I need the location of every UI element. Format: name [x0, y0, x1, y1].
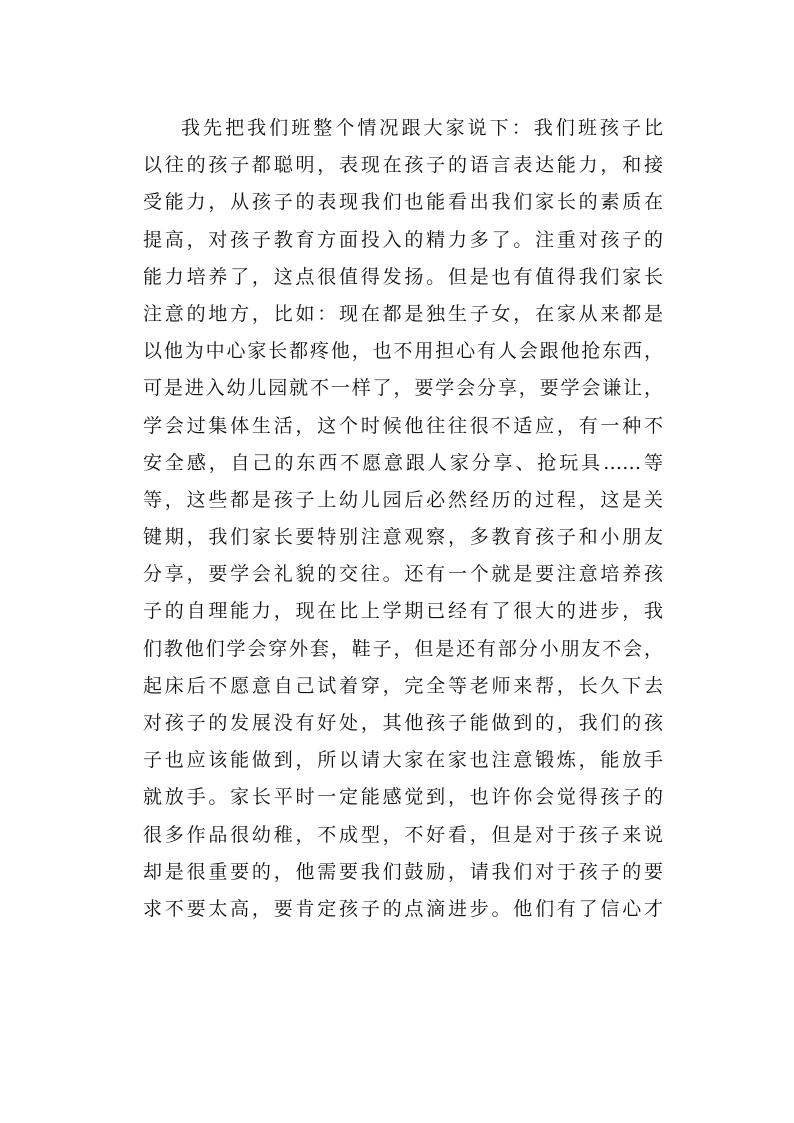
paragraph-line: 能力培养了，这点很值得发扬。但是也有值得我们家长 — [143, 265, 663, 288]
paragraph-line: 等，这些都是孩子上幼儿园后必然经历的过程，这是关 — [143, 488, 663, 511]
paragraph-line: 可是进入幼儿园就不一样了，要学会分享，要学会谦让， — [143, 377, 663, 400]
paragraph-line: 分享，要学会礼貌的交往。还有一个就是要注意培养孩 — [143, 563, 663, 586]
paragraph-line: 子的自理能力，现在比上学期已经有了很大的进步，我 — [143, 600, 663, 623]
paragraph-line: 起床后不愿意自己试着穿，完全等老师来帮，长久下去 — [143, 674, 663, 697]
paragraph — [143, 110, 663, 928]
paragraph-line: 对孩子的发展没有好处，其他孩子能做到的，我们的孩 — [143, 712, 663, 734]
paragraph-line: 求不要太高，要肯定孩子的点滴进步。他们有了信心才 — [143, 897, 663, 920]
paragraph-line: 以往的孩子都聪明，表现在孩子的语言表达能力，和接 — [143, 154, 663, 177]
paragraph-line: 子也应该能做到，所以请大家在家也注意锻炼，能放手 — [143, 749, 663, 772]
paragraph-line: 很多作品很幼稚，不成型，不好看，但是对于孩子来说 — [143, 823, 663, 846]
paragraph-line: 提高，对孩子教育方面投入的精力多了。注重对孩子的 — [143, 228, 663, 251]
paragraph-line: 却是很重要的，他需要我们鼓励，请我们对于孩子的要 — [143, 860, 663, 883]
paragraph-line: 受能力，从孩子的表现我们也能看出我们家长的素质在 — [143, 191, 663, 214]
paragraph-line: 键期，我们家长要特别注意观察，多教育孩子和小朋友 — [143, 526, 663, 549]
paragraph-line: 就放手。家长平时一定能感觉到，也许你会觉得孩子的 — [143, 786, 663, 809]
paragraph-line: 以他为中心家长都疼他，也不用担心有人会跟他抢东西， — [143, 340, 663, 363]
paragraph-line: 们教他们学会穿外套，鞋子，但是还有部分小朋友不会， — [143, 637, 663, 660]
paragraph-line: 安全感，自己的东西不愿意跟人家分享、抢玩具……等 — [143, 451, 663, 474]
paragraph-line: 注意的地方，比如：现在都是独生子女，在家从来都是 — [143, 302, 663, 325]
paragraph-line: 学会过集体生活，这个时候他往往很不适应，有一种不 — [143, 414, 663, 437]
paragraph-line: 我先把我们班整个情况跟大家说下：我们班孩子比 — [181, 117, 663, 139]
